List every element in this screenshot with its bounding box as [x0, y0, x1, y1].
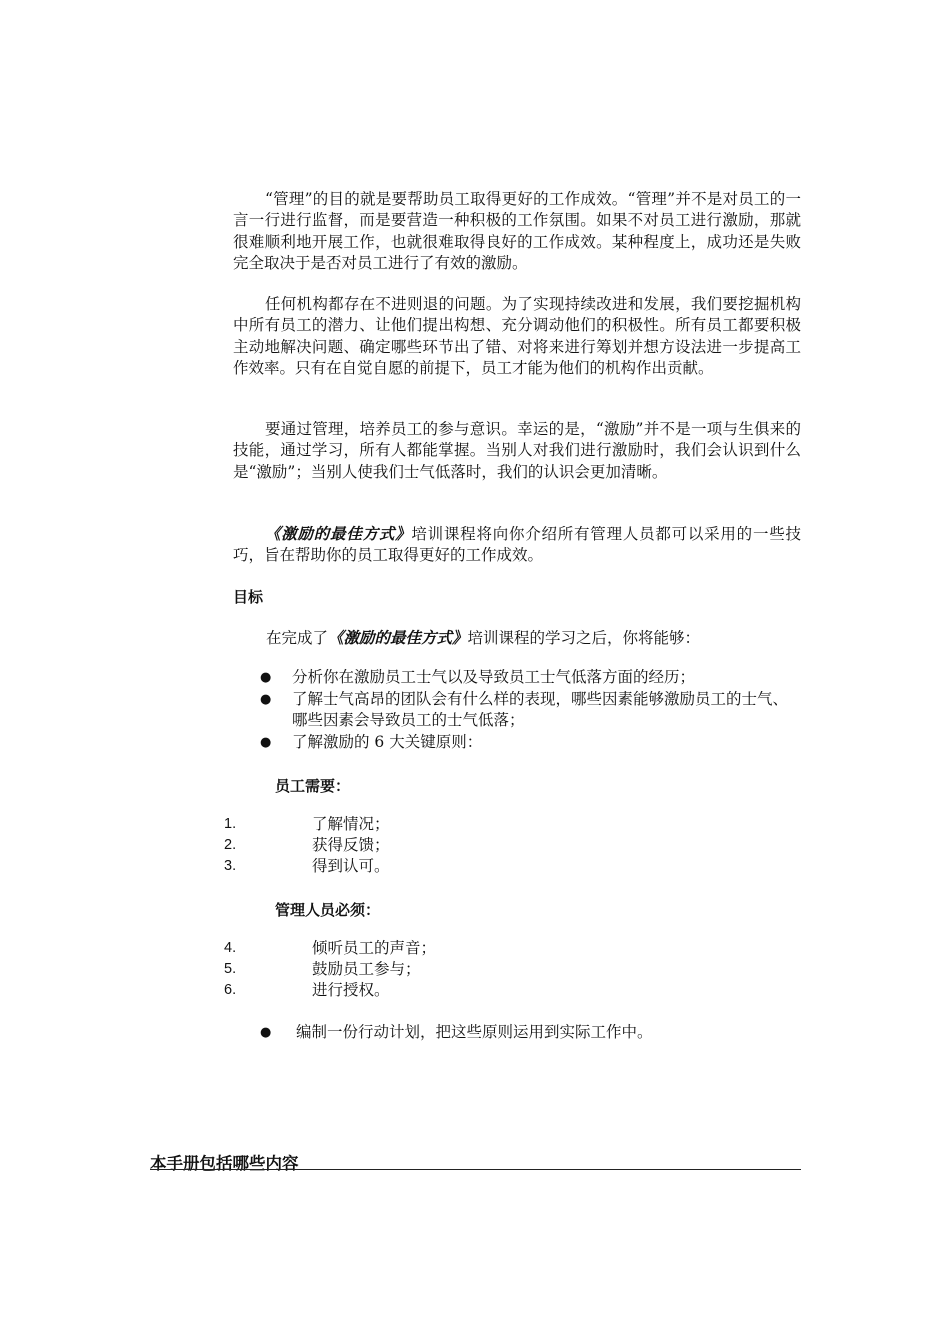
bullet-dot: ● — [260, 1025, 272, 1040]
bullet-dot: ● — [260, 692, 272, 707]
list-item: 得到认可。 — [312, 857, 390, 875]
list-number: 6. — [224, 982, 237, 998]
list-item: 鼓励员工参与； — [312, 960, 421, 978]
managers-must-heading: 管理人员必须： — [275, 901, 381, 919]
list-number: 4. — [224, 940, 237, 956]
intro-paragraph-4 — [233, 523, 801, 567]
list-number: 2. — [224, 837, 237, 853]
objectives-lead — [266, 627, 700, 649]
intro-paragraph-1: “管理”的目的就是要帮助员工取得更好的工作成效。“管理”并不是对员工的一言一行进行监督，而是要营造一种积极的工作氛围。如果不对员工进行激励，那就很难顺利地开展工作，也就很难取得良好的工作成效。某种程度上，成功还是失败完全取决于是否对员工进行了有效的激励。 — [233, 190, 801, 272]
bullet-dot: ● — [260, 670, 272, 685]
list-item: 倾听员工的声音； — [312, 939, 437, 957]
objective-bullet-1: 分析你在激励员工士气以及导致员工士气低落方面的经历； — [292, 668, 696, 686]
intro-paragraph-3: 要通过管理，培养员工的参与意识。幸运的是，“激励”并不是一项与生俱来的技能，通过学习，所有人都能掌握。当别人对我们进行激励时，我们会认识到什么是“激励”；当别人使我们士气低落时，我们的认识会更加清晰。 — [233, 420, 801, 481]
list-number: 3. — [224, 858, 237, 874]
employees-need-heading: 员工需要： — [275, 777, 351, 795]
objectives-lead-course: 《激励的最佳方式》 — [328, 628, 468, 647]
objectives-heading: 目标 — [233, 588, 264, 606]
list-item: 了解情况； — [312, 815, 390, 833]
list-item: 进行授权。 — [312, 981, 390, 999]
intro-paragraph-2: 任何机构都存在不进则退的问题。为了实现持续改进和发展，我们要挖掘机构中所有员工的潜力、让他们提出构想、充分调动他们的积极性。所有员工都要积极主动地解决问题、确定哪些环节出了错、对将来进行筹划并想方设法进一步提高工作效率。只有在自觉自愿的前提下，员工才能为他们的机构作出贡献。 — [233, 295, 801, 377]
objectives-lead-after: 培训课程的学习之后，你将能够： — [467, 629, 701, 647]
section-divider — [150, 1169, 801, 1170]
list-item: 获得反馈； — [312, 836, 390, 854]
objectives-lead-before: 在完成了 — [266, 629, 329, 647]
course-title: 《激励的最佳方式》 — [265, 524, 412, 543]
objective-bullet-4: 编制一份行动计划，把这些原则运用到实际工作中。 — [296, 1023, 653, 1041]
intro-paragraph-4-text: 培训课程将向你介绍所有管理人员都可以采用的一些技巧，旨在帮助你的员工取得更好的工作成效。 — [233, 525, 801, 565]
objective-bullet-3: 了解激励的 6 大关键原则： — [292, 733, 483, 751]
list-number: 1. — [224, 816, 237, 832]
section-title: 本手册包括哪些内容 — [150, 1154, 299, 1173]
objective-bullet-2: 了解士气高昂的团队会有什么样的表现，哪些因素能够激励员工的士气、哪些因素会导致员工的士气低落； — [292, 690, 789, 730]
bullet-dot: ● — [260, 735, 272, 750]
list-number: 5. — [224, 961, 237, 977]
